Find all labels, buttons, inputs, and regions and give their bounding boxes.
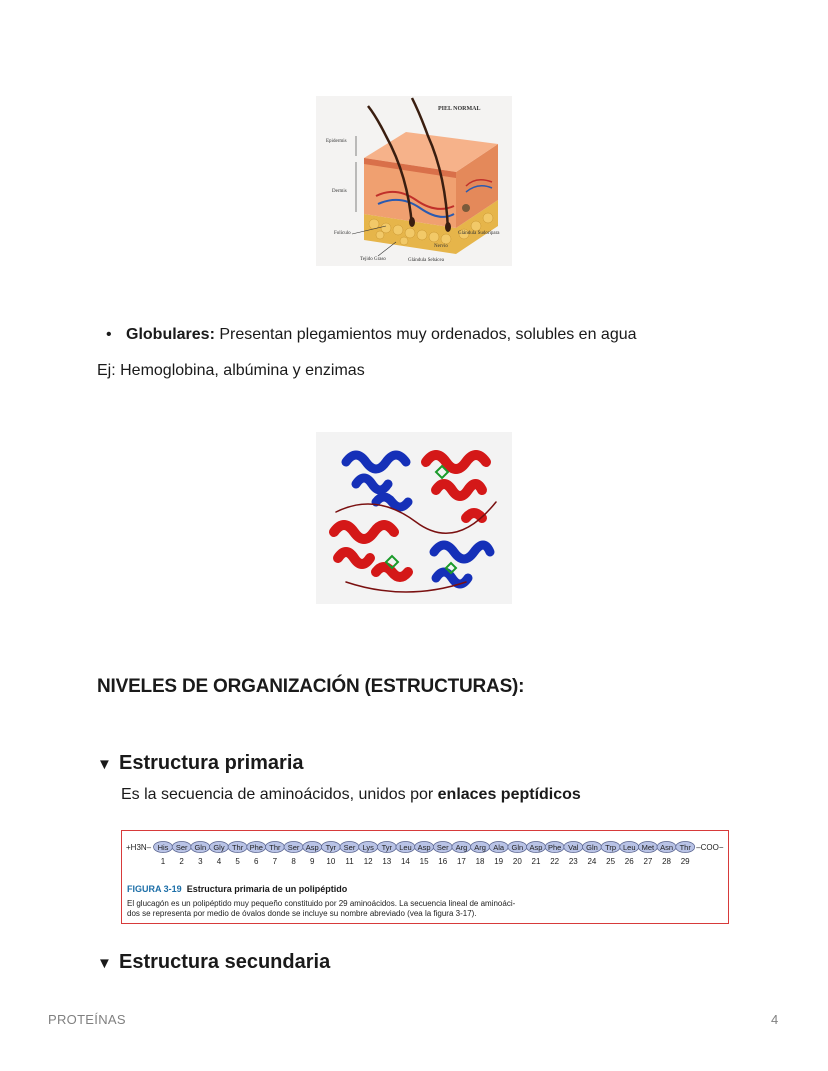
residue-label: Asp xyxy=(529,842,543,852)
toggle-title: Estructura secundaria xyxy=(119,951,331,973)
residue-number: 11 xyxy=(345,857,354,866)
residue-label: Asp xyxy=(305,842,319,852)
figure-3-19 xyxy=(121,830,729,924)
residue-number: 8 xyxy=(291,857,296,866)
residue-label: Ala xyxy=(493,842,505,852)
skin-label-epidermis: Epidermis xyxy=(326,139,347,144)
residue-number: 25 xyxy=(606,857,616,866)
skin-label-title: PIEL NORMAL xyxy=(438,106,481,112)
residue-label: Leu xyxy=(622,842,636,852)
residue-label: Met xyxy=(641,842,655,852)
residue-number: 21 xyxy=(531,857,541,866)
toggle-title: Estructura primaria xyxy=(119,752,304,774)
residue-label: Trp xyxy=(605,842,617,852)
skin-label-glandula-sudoripara: Glándula Sudorípara xyxy=(458,231,500,236)
residue-number: 19 xyxy=(494,857,504,866)
residue-number: 22 xyxy=(550,857,560,866)
residue-number: 23 xyxy=(568,857,578,866)
figure-caption-text: El glucagón es un polipéptido muy pequeño constituido por 29 aminoácidos. La secuencia lineal de aminoáci- dos se representa por medio de óvalos donde se incluye su nombre abreviado (vea la figura 3-17). xyxy=(127,899,516,918)
residue-number: 14 xyxy=(400,857,410,866)
residue-label: Lys xyxy=(362,842,374,852)
residue-number: 4 xyxy=(216,857,222,866)
residue-label: Arg xyxy=(474,842,486,852)
c-terminus-label: –COO− xyxy=(696,843,724,852)
residue-label: Thr xyxy=(231,842,244,852)
skin-label-nervio: Nervio xyxy=(434,244,448,249)
peptide-chain xyxy=(122,831,728,881)
residue-label: Thr xyxy=(679,842,691,852)
residue-number: 18 xyxy=(475,857,485,866)
residue-label: Val xyxy=(568,842,579,852)
n-terminus-label: +H3N– xyxy=(126,843,152,852)
primaria-description: Es la secuencia de aminoácidos, unidos por enlaces peptídicos xyxy=(121,786,581,803)
globulares-example: Ej: Hemoglobina, albúmina y enzimas xyxy=(97,362,365,379)
residue-number: 24 xyxy=(587,857,597,866)
residue-number: 3 xyxy=(198,857,203,866)
globulares-description: Presentan plegamientos muy ordenados, solubles en agua xyxy=(214,326,637,343)
residue-number: 10 xyxy=(326,857,336,866)
residue-number: 17 xyxy=(456,857,466,866)
residue-number: 9 xyxy=(309,857,315,866)
residue-number: 15 xyxy=(419,857,429,866)
residue-label: Asp xyxy=(417,842,431,852)
hemoglobin-structure-image xyxy=(316,432,512,604)
residue-number: 2 xyxy=(179,857,184,866)
footer-section-name: PROTEÍNAS xyxy=(48,1012,126,1027)
residue-number: 28 xyxy=(662,857,672,866)
triangle-down-icon[interactable]: ▼ xyxy=(97,955,112,972)
residue-number: 29 xyxy=(680,857,690,866)
residue-number: 5 xyxy=(235,857,240,866)
residue-label: Phe xyxy=(547,842,562,852)
residue-number: 16 xyxy=(438,857,448,866)
residue-label: Ser xyxy=(343,842,356,852)
residue-label: Leu xyxy=(399,842,412,852)
figure-caption-title: FIGURA 3-19 Estructura primaria de un polipéptido xyxy=(127,884,348,894)
residue-number: 13 xyxy=(382,857,392,866)
residue-label: Gln xyxy=(511,842,524,852)
residue-label: Asn xyxy=(660,842,674,852)
residue-number: 6 xyxy=(254,857,259,866)
residue-label: Ser xyxy=(436,842,449,852)
residue-label: Tyr xyxy=(325,842,337,852)
skin-diagram-image xyxy=(316,96,512,266)
skin-label-dermis: Dermis xyxy=(332,189,347,194)
residue-number: 20 xyxy=(512,857,522,866)
footer-page-number: 4 xyxy=(771,1012,779,1027)
residue-label: Thr xyxy=(269,842,281,852)
residue-number: 7 xyxy=(272,857,278,866)
residue-label: Arg xyxy=(455,842,468,852)
residue-label: Gly xyxy=(213,842,225,852)
residue-label: His xyxy=(157,842,169,852)
residue-number: 1 xyxy=(160,857,166,866)
enlaces-peptidicos-term: enlaces peptídicos xyxy=(437,786,581,803)
skin-label-glandula-sebacea: Glándula Sebácea xyxy=(408,258,444,263)
globulares-term: Globulares: xyxy=(126,326,215,343)
residue-number: 12 xyxy=(363,857,373,866)
skin-label-foliculo: Folículo xyxy=(334,231,351,236)
triangle-down-icon[interactable]: ▼ xyxy=(97,756,112,773)
residue-label: Tyr xyxy=(381,842,393,852)
residue-label: Gln xyxy=(586,842,598,852)
figure-label: FIGURA 3-19 xyxy=(127,884,182,894)
residue-number: 27 xyxy=(643,857,653,866)
residue-label: Gln xyxy=(194,842,207,852)
residue-label: Phe xyxy=(249,842,263,852)
section-heading: NIVELES DE ORGANIZACIÓN (ESTRUCTURAS): xyxy=(97,676,525,697)
skin-label-tejido-graso: Tejido Graso xyxy=(360,257,386,262)
residue-label: Ser xyxy=(175,842,188,852)
residue-label: Ser xyxy=(287,842,300,852)
residue-number: 26 xyxy=(624,857,634,866)
toggle-estructura-primaria[interactable] xyxy=(97,752,304,775)
toggle-estructura-secundaria[interactable] xyxy=(97,951,330,974)
globulares-bullet xyxy=(108,326,637,344)
